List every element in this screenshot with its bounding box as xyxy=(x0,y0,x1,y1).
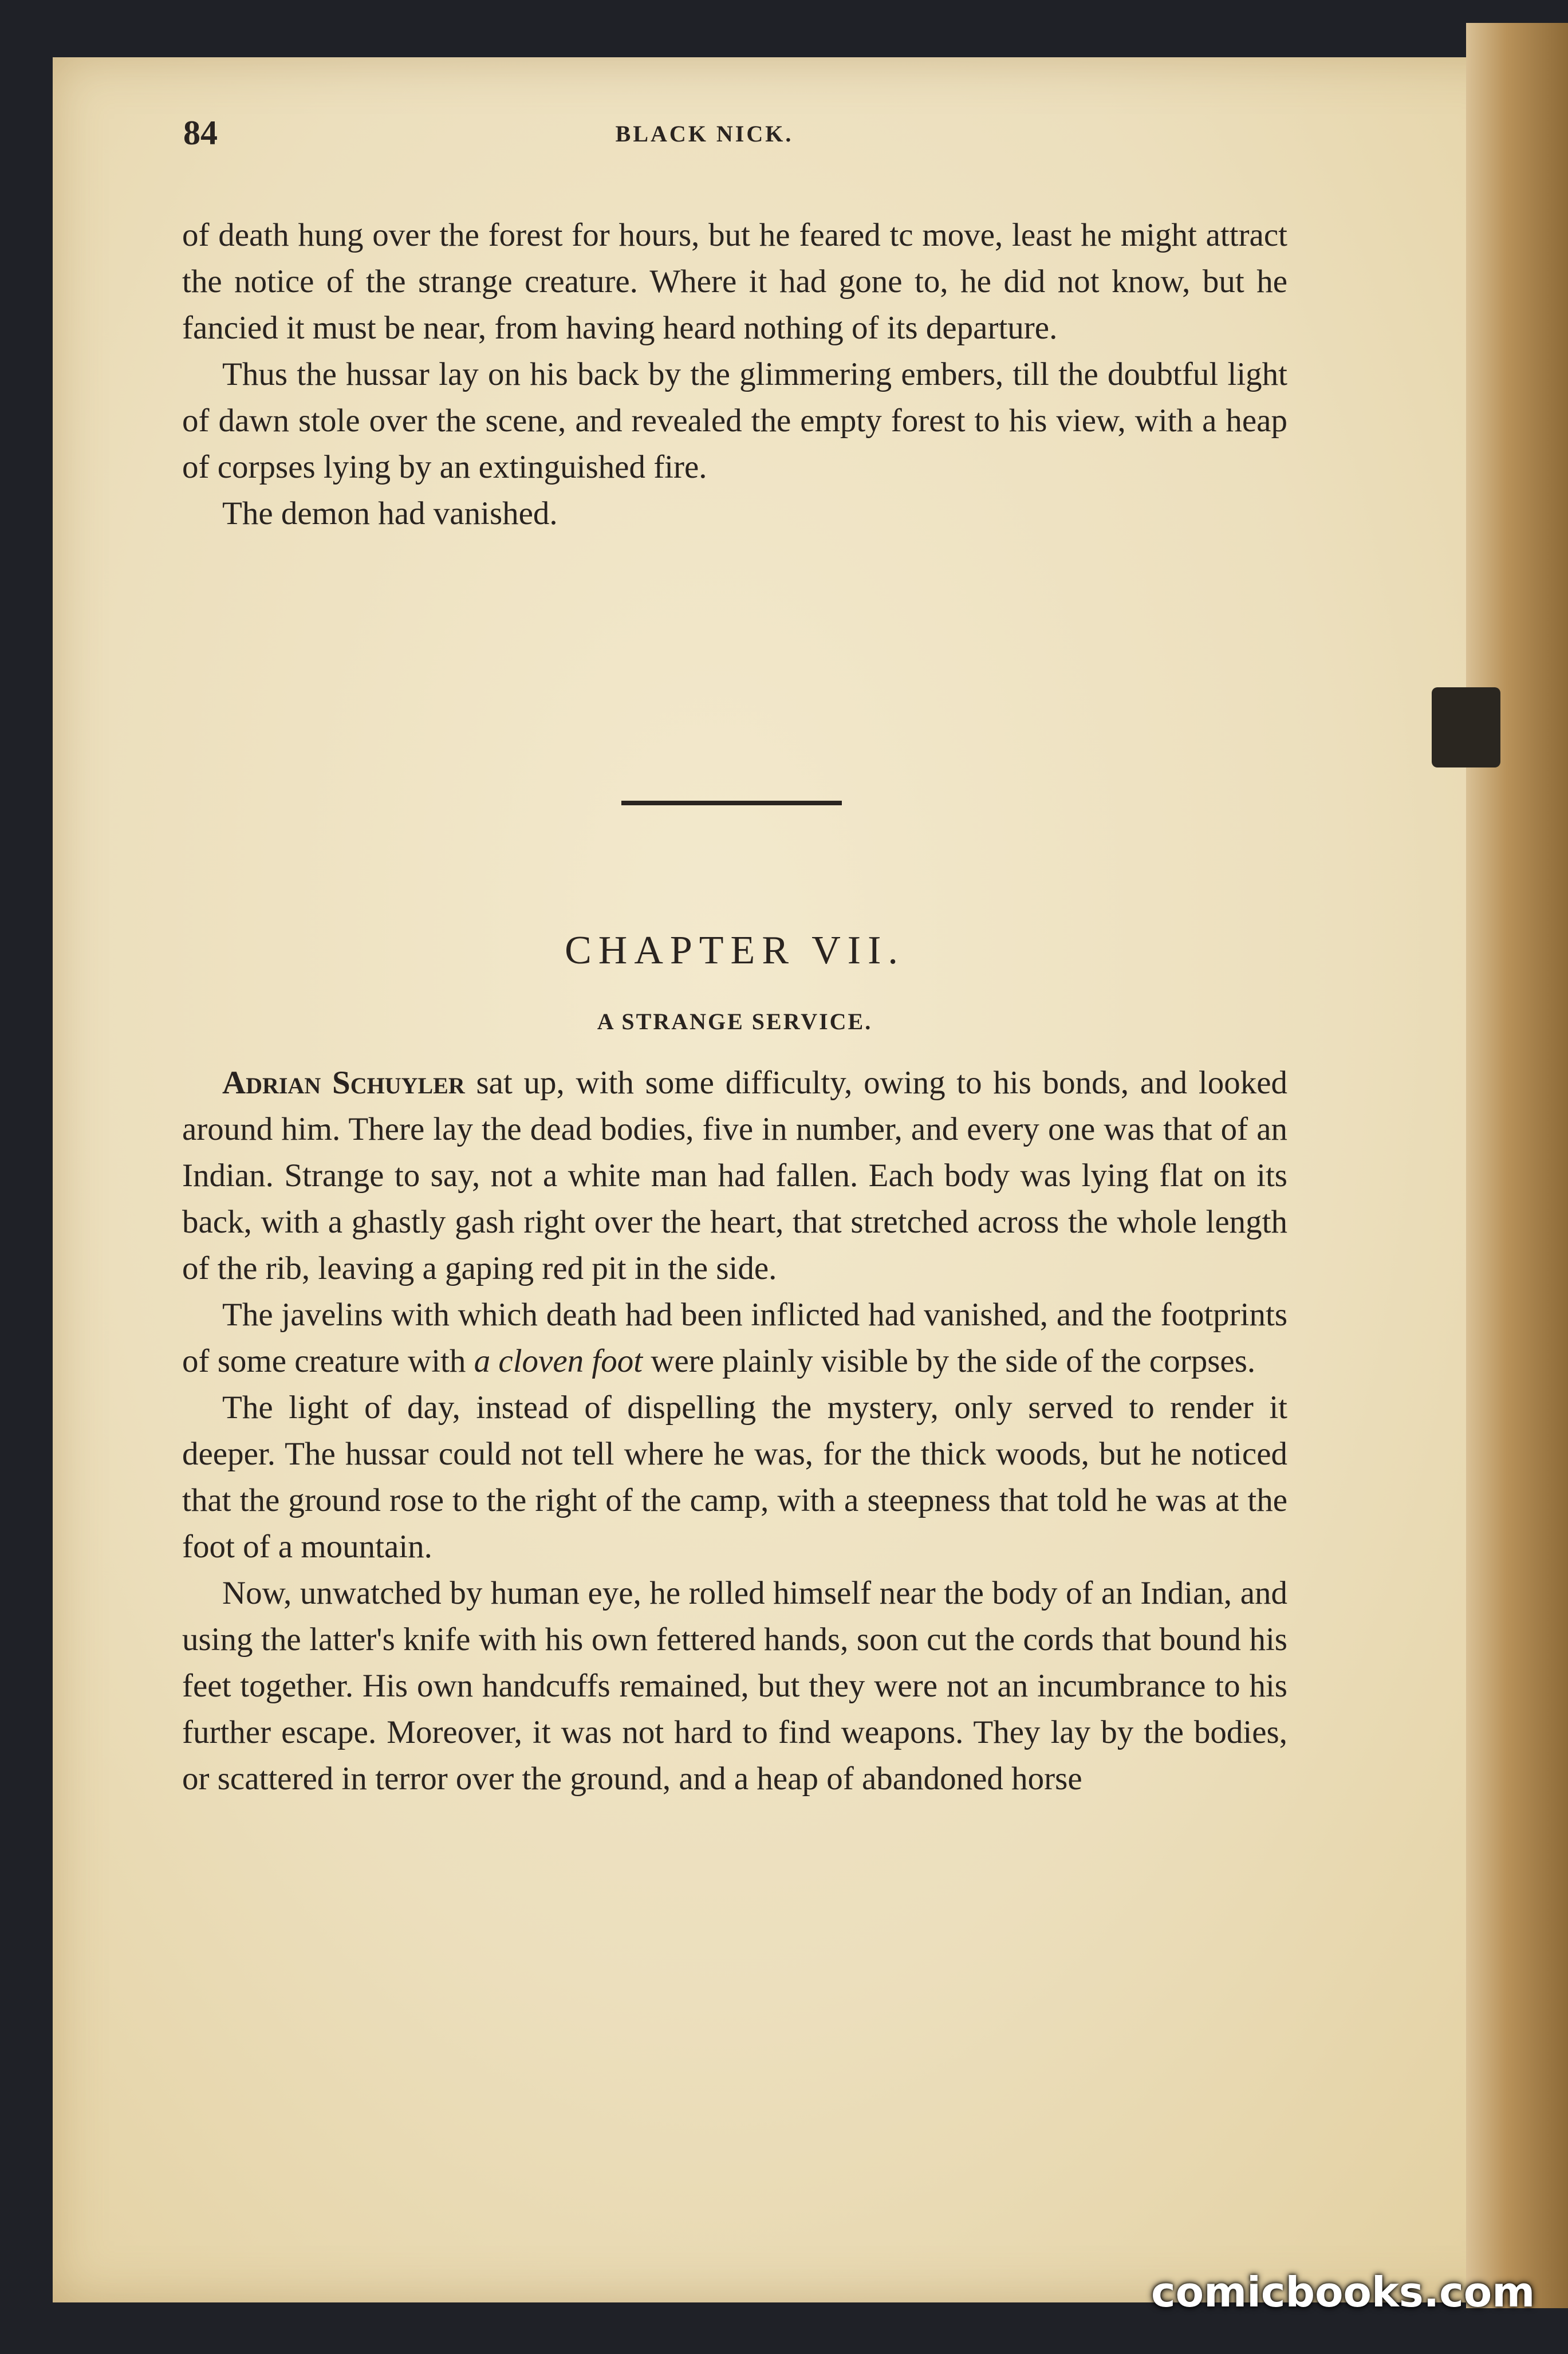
page-header xyxy=(126,113,1283,153)
running-head: BLACK NICK. xyxy=(615,121,794,147)
paragraph-text: were plainly visible by the side of the corpses. xyxy=(651,1343,1256,1379)
chapter-first-paragraph xyxy=(182,1060,1287,1292)
chapter-text-block xyxy=(182,1060,1287,1802)
chapter-title: CHAPTER VII. xyxy=(565,928,905,973)
lead-name: Adrian Schuyler xyxy=(222,1065,465,1101)
paragraph: Now, unwatched by human eye, he rolled himself near the body of an Indian, and using the latter's knife with his own fettered hands, soon cut the cords that bound his feet together. His own handcuffs remained, but they were not an incumbrance to his further escape. Moreover, it was not hard to find weapons. They lay by the bodies, or scattered in terror over the ground, and a heap of abandoned horse xyxy=(182,1575,1287,1797)
paragraph: Thus the hussar lay on his back by the glimmering embers, till the doubtful light of dawn stole over the scene, and revealed the empty forest to his view, with a heap of corpses lying by an extinguished fire. xyxy=(182,356,1287,485)
italic-phrase: a cloven foot xyxy=(474,1343,643,1379)
page-number: 84 xyxy=(183,114,218,152)
paragraph-text: The javelins with which death had been inflicted had vanished, and the footprints of some creature with xyxy=(182,1297,1287,1379)
paragraph: The light of day, instead of dispelling the mystery, only served to render it deeper. The hussar could not tell where he was, for the thick woods, but he noticed that the ground rose to the right of the camp, with a steepness that told he was at the foot of a mountain. xyxy=(182,1389,1287,1565)
paragraph-text: sat up, with some difficulty, owing to his bonds, and looked around him. There lay the dead bodies, five in number, and every one was that of an Indian. Strange to say, not a white man had fallen. Each body was lying flat on its back, with a ghastly gash right over the heart, that stretched across the whole length of the rib, leaving a gaping red pit in the side. xyxy=(182,1065,1288,1286)
chapter-subtitle: A STRANGE SERVICE. xyxy=(597,1009,873,1034)
section-divider xyxy=(621,801,842,805)
top-text-block xyxy=(182,212,1287,537)
binding-tab xyxy=(1432,687,1500,767)
paragraph: The demon had vanished. xyxy=(222,495,558,532)
book-spine xyxy=(1466,23,1568,2308)
paragraph xyxy=(182,1292,1287,1384)
paragraph-continued: of death hung over the forest for hours, but he feared tc move, least he might attract the notice of the strange creature. Where it had gone to, he did not know, but he fancied it must be near, from having heard nothing of its departure. xyxy=(182,217,1287,346)
watermark: comicbooks.com xyxy=(1151,2268,1535,2316)
